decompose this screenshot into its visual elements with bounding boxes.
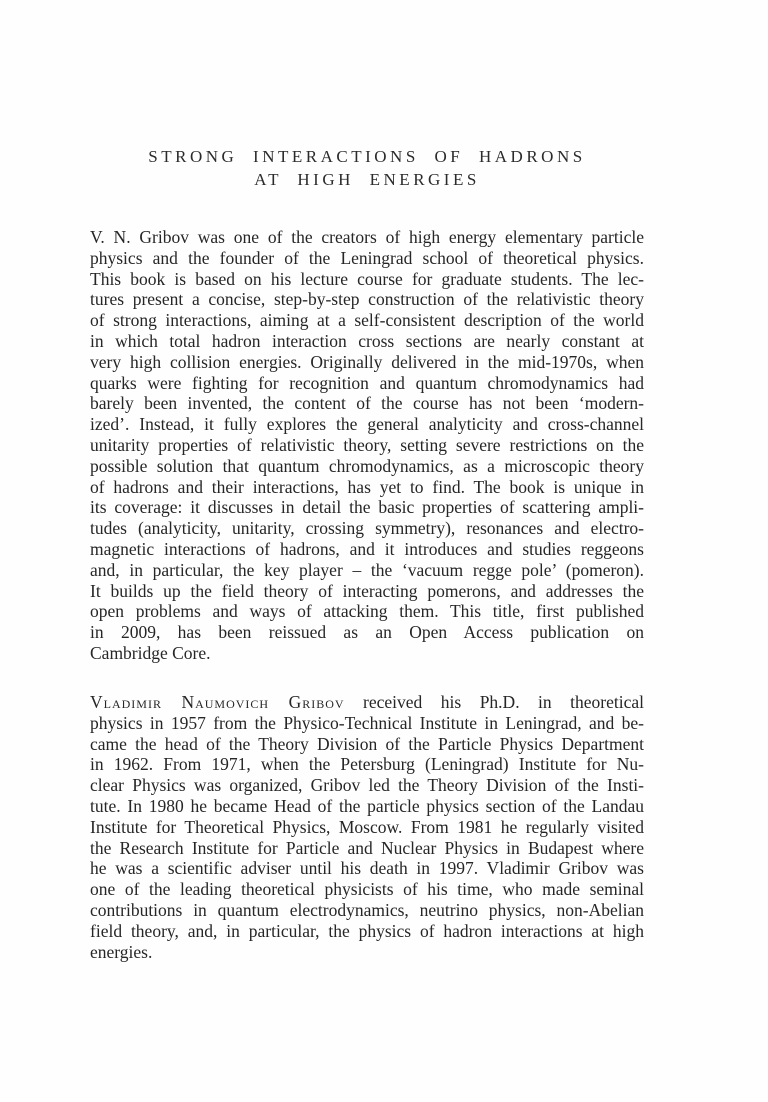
bio-line: clear Physics was organized, Gribov led the Theory Division of the Insti- [90,775,644,796]
description-line: This book is based on his lecture course for graduate students. The lec- [90,268,644,289]
author-name-smallcaps: Vladimir Naumovich Gribov [90,692,345,712]
description-line: ized’. Instead, it fully explores the general analyticity and cross-channel [90,414,644,435]
bio-line: physics in 1957 from the Physico-Technical Institute in Leningrad, and be- [90,712,644,733]
description-line: tudes (analyticity, unitarity, crossing symmetry), resonances and electro- [90,518,644,539]
description-line: in which total hadron interaction cross sections are nearly constant at [90,330,644,351]
book-description-paragraph [90,227,644,664]
description-line: and, in particular, the key player – the ‘vacuum regge pole’ (pomeron). [90,559,644,580]
bio-line: field theory, and, in particular, the physics of hadron interactions at high [90,920,644,941]
author-bio-paragraph [90,692,644,962]
description-line: open problems and ways of attacking them. This title, first published [90,601,644,622]
description-line: possible solution that quantum chromodynamics, as a microscopic theory [90,455,644,476]
bio-first-line-rest: received his Ph.D. in theoretical [344,692,645,712]
bio-line: in 1962. From 1971, when the Petersburg (Leningrad) Institute for Nu- [90,754,644,775]
description-line: quarks were fighting for recognition and quantum chromodynamics had [90,372,644,393]
description-line: of strong interactions, aiming at a self-consistent description of the world [90,310,644,331]
bio-line: the Research Institute for Particle and Nuclear Physics in Budapest where [90,837,644,858]
description-line: of hadrons and their interactions, has yet to find. The book is unique in [90,476,644,497]
description-line: Cambridge Core. [90,642,211,663]
book-title [90,146,644,191]
bio-line [90,692,644,713]
bio-line: came the head of the Theory Division of the Particle Physics Department [90,733,644,754]
bio-line: energies. [90,941,153,962]
bio-line: tute. In 1980 he became Head of the particle physics section of the Landau [90,795,644,816]
bio-line: contributions in quantum electrodynamics, neutrino physics, non-Abelian [90,899,644,920]
description-line: very high collision energies. Originally delivered in the mid-1970s, when [90,351,644,372]
description-line: tures present a concise, step-by-step construction of the relativistic theory [90,289,644,310]
bio-line: Institute for Theoretical Physics, Moscow. From 1981 he regularly visited [90,816,644,837]
description-line: in 2009, has been reissued as an Open Access publication on [90,622,644,643]
description-line: its coverage: it discusses in detail the basic properties of scattering ampli- [90,497,644,518]
book-title-line-2: AT HIGH ENERGIES [254,169,480,189]
description-line: barely been invented, the content of the course has not been ‘modern- [90,393,644,414]
bio-line: he was a scientific adviser until his death in 1997. Vladimir Gribov was [90,858,644,879]
description-line: physics and the founder of the Leningrad school of theoretical physics. [90,247,644,268]
description-line: magnetic interactions of hadrons, and it introduces and studies reggeons [90,538,644,559]
description-line: It builds up the field theory of interacting pomerons, and addresses the [90,580,644,601]
description-line: V. N. Gribov was one of the creators of high energy elementary particle [90,227,644,247]
description-line: unitarity properties of relativistic theory, setting severe restrictions on the [90,434,644,455]
bio-line: one of the leading theoretical physicists of his time, who made seminal [90,879,644,900]
book-title-line-1: STRONG INTERACTIONS OF HADRONS [148,147,586,166]
